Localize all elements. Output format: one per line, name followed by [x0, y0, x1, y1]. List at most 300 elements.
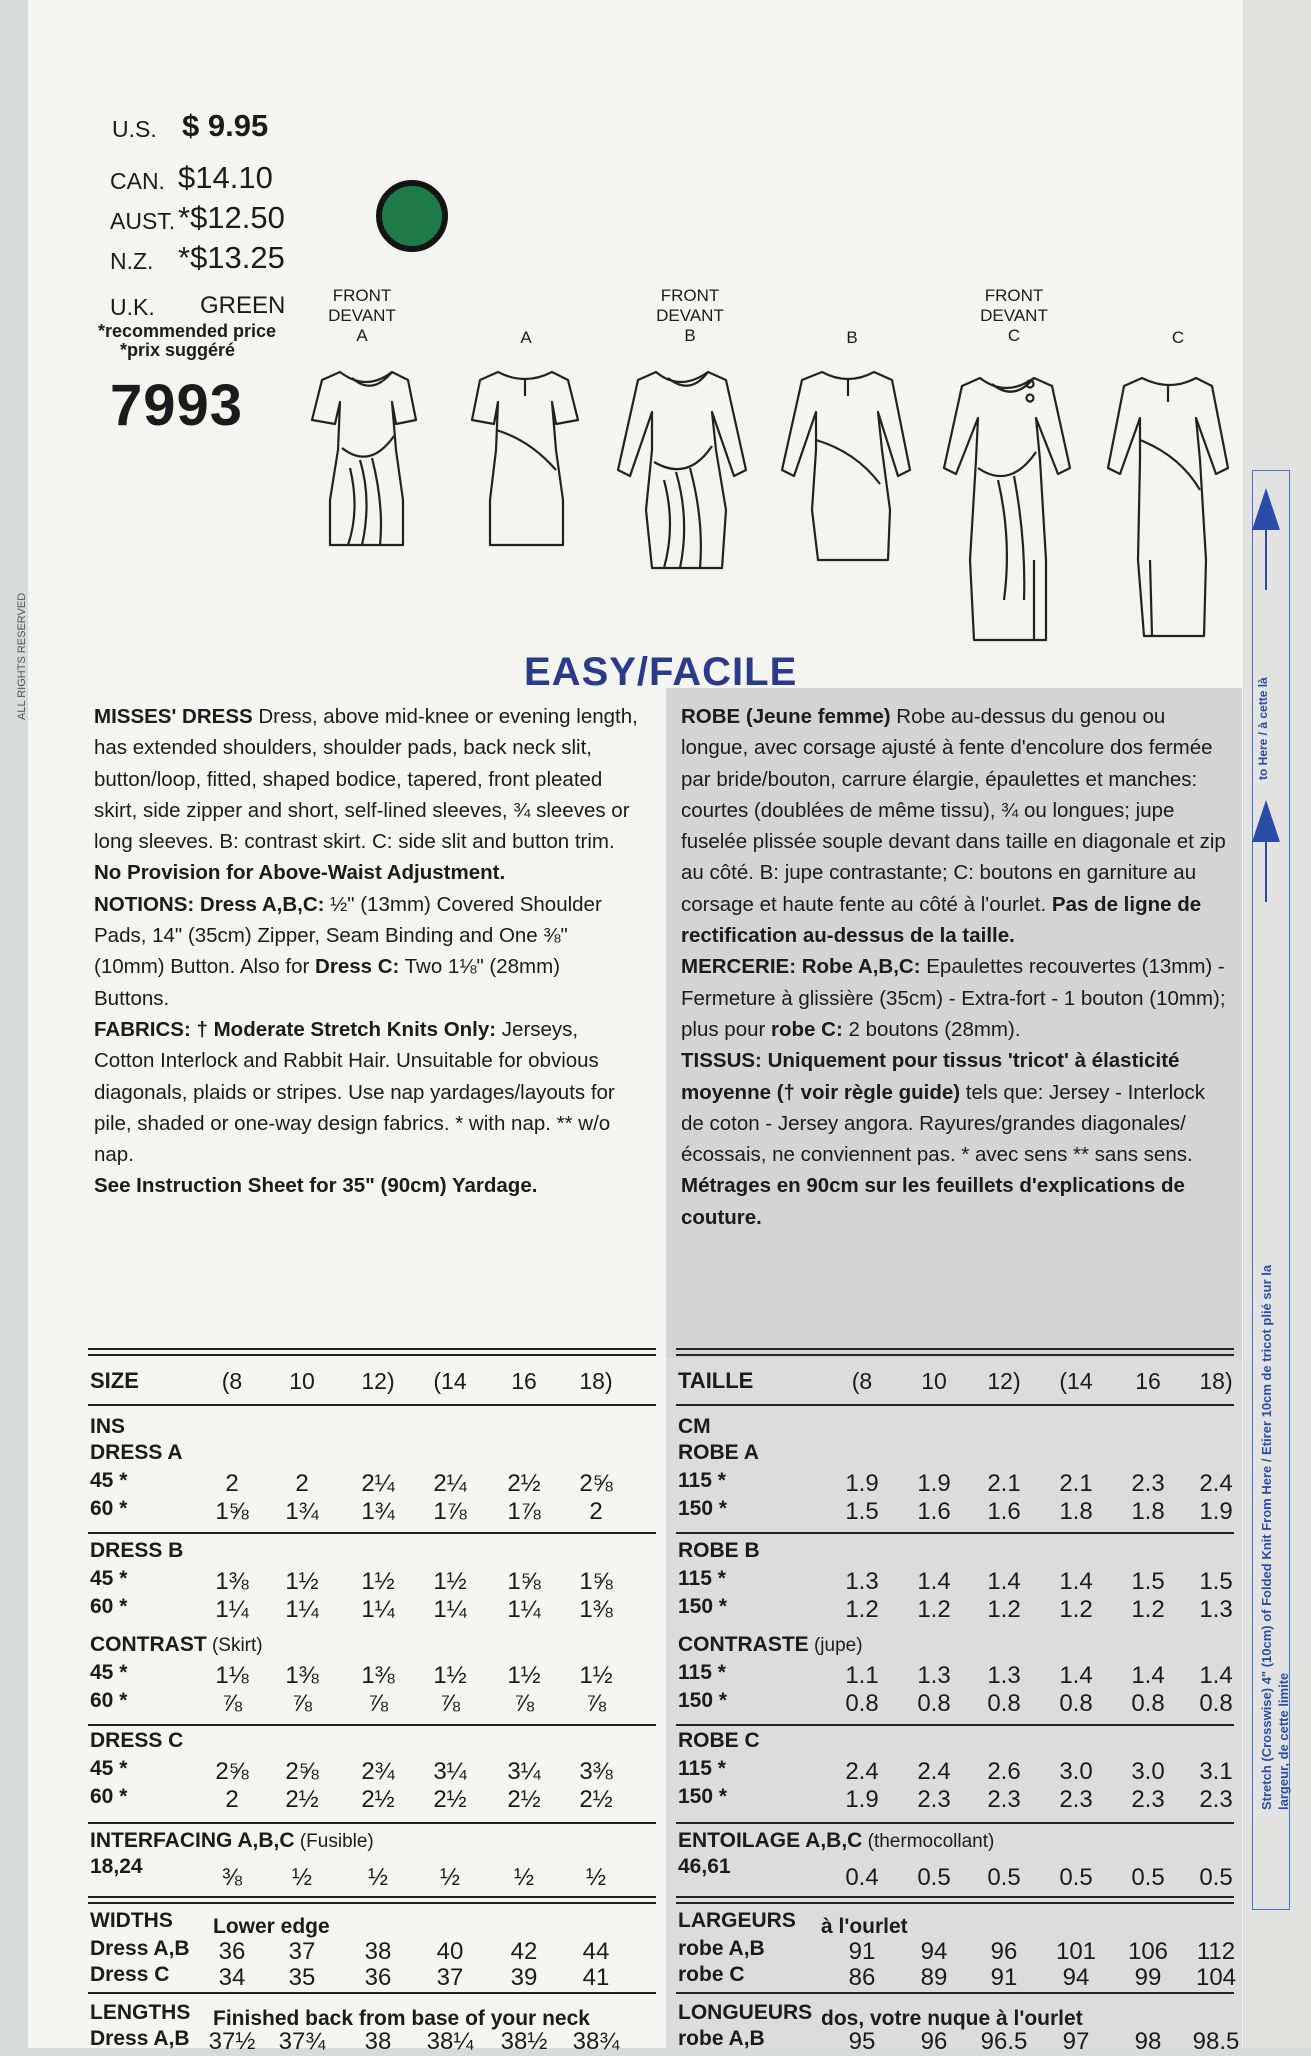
view-front: FRONT — [984, 286, 1044, 305]
view-devant: DEVANT — [328, 306, 396, 325]
easy-title: EASY/FACILE — [524, 650, 798, 694]
yardage-value: 1.5 — [1199, 1568, 1233, 1595]
paragraph — [681, 1170, 1233, 1233]
width-label: 115 * — [678, 1757, 726, 1780]
length-value: 97 — [1062, 2028, 1090, 2055]
price-value: $14.10 — [178, 160, 273, 195]
paragraph — [94, 1014, 640, 1170]
length-value: 37½ — [208, 2028, 256, 2055]
group-title: CONTRASTE — [678, 1633, 809, 1656]
yardage-value: 2.1 — [1059, 1470, 1093, 1497]
table-rule — [676, 1348, 1234, 1350]
yardage-value: 1.2 — [987, 1596, 1021, 1623]
interfacing-value: ½ — [439, 1864, 460, 1891]
interfacing-value: ⅜ — [221, 1864, 242, 1891]
group-title: CONTRAST — [90, 1633, 207, 1656]
sketch-back-b — [782, 372, 910, 560]
yardage-value: 2½ — [579, 1786, 613, 1813]
interfacing-value: 0.5 — [1199, 1864, 1233, 1891]
interfacing-value: ½ — [291, 1864, 312, 1891]
width-label: Dress C — [90, 1963, 170, 1986]
bold-text: FABRICS: † Moderate Stretch Knits Only: — [94, 1017, 497, 1041]
yardage-value: 1.4 — [1199, 1662, 1233, 1689]
width-value: 42 — [510, 1938, 538, 1965]
width-label: 150 * — [678, 1595, 728, 1618]
yardage-value: 1½ — [433, 1568, 467, 1595]
width-value: 101 — [1055, 1938, 1097, 1965]
yardage-value: 2 — [225, 1470, 239, 1497]
view-letter: C — [1007, 326, 1021, 345]
yardage-value: 2½ — [507, 1470, 541, 1497]
price-region-label: U.S. — [112, 116, 157, 142]
stretch-arrow-icon — [1248, 484, 1284, 594]
yardage-value: 2.3 — [917, 1786, 951, 1813]
table-rule — [676, 1404, 1234, 1406]
text: Dress, above mid-knee or evening length, has extended shoulders, shoulder pads, back neck slit, button/loop, fitted, shaped bodice, tapered, front pleated skirt, side zipper and short, self-lined sleeves, ¾ sleeves or long sleeves. B: contrast skirt. C: side slit and button trim. — [94, 705, 638, 854]
yardage-value: 1.9 — [1199, 1498, 1233, 1525]
yardage-value: 1⅞ — [433, 1498, 467, 1525]
group-title: DRESS A — [90, 1441, 183, 1464]
french-description — [681, 701, 1233, 1233]
bold-text: See Instruction Sheet for 35" (90cm) Yardage. — [94, 1174, 538, 1198]
yardage-value: 2⅝ — [215, 1758, 249, 1785]
group-sub: (Skirt) — [206, 1635, 263, 1656]
text: Robe au-dessus du genou ou longue, avec corsage ajusté à fente d'encolure dos fermée par bride/bouton, carrure élargie, épaulettes et manches: courtes (doublées de même tissu), ¾ ou longues; jupe fuselée plissée souple devant dans taille en diagonale et zip au côté. B: jupe contrastante; C: boutons en garniture au corsage et haute fente au côté à l'ourlet. — [681, 705, 1226, 916]
sketch-front-a — [312, 372, 416, 545]
yardage-value: 1.3 — [987, 1662, 1021, 1689]
yardage-value: 1¼ — [433, 1596, 467, 1623]
size-header: (8 — [851, 1368, 873, 1394]
yardage-value: 0.8 — [1059, 1690, 1093, 1717]
width-label: 150 * — [678, 1497, 728, 1520]
yardage-value: ⅞ — [439, 1690, 460, 1717]
yardage-value: ⅞ — [585, 1690, 606, 1717]
paragraph — [681, 1045, 1233, 1170]
yardage-value: 1¼ — [361, 1596, 395, 1623]
yardage-value: 2 — [589, 1498, 603, 1525]
table-rule — [88, 1532, 656, 1534]
yardage-value: 1⅜ — [285, 1662, 319, 1689]
text: tels que: Jersey - Interlock de coton - Jersey angora. Rayures/grandes diagonales/écossais, ne conviennent pas. * avec sens ** sans sens. — [681, 1080, 1206, 1167]
view-letter: C — [1171, 328, 1185, 347]
table-rule — [88, 1896, 656, 1898]
bold-text: Dress C: — [315, 955, 400, 979]
recommended-price: *recommended price — [98, 321, 277, 341]
pattern-number: 7993 — [110, 373, 244, 438]
size-header: 18) — [579, 1368, 613, 1394]
text: Two 1⅛" (28mm) Buttons. — [94, 955, 561, 1010]
yardage-value: 1.9 — [917, 1470, 951, 1497]
price-region-label: U.K. — [110, 294, 155, 320]
bold-text: Métrages en 90cm sur les feuillets d'explications de couture. — [681, 1174, 1185, 1229]
table-size-label: TAILLE — [678, 1368, 754, 1393]
yardage-value: 1.2 — [917, 1596, 951, 1623]
width-label: 150 * — [678, 1785, 728, 1808]
interfacing-value: 0.5 — [1059, 1864, 1093, 1891]
yardage-value: 2¼ — [433, 1470, 467, 1497]
yardage-value: 1⅛ — [215, 1662, 249, 1689]
group-name — [90, 1538, 183, 1564]
yardage-value: 2.3 — [1059, 1786, 1093, 1813]
width-value: 94 — [920, 1938, 948, 1965]
yardage-value: 1.4 — [917, 1568, 951, 1595]
yardage-value: 1.8 — [1131, 1498, 1165, 1525]
width-value: 44 — [582, 1938, 610, 1965]
yardage-value: 1½ — [433, 1662, 467, 1689]
yardage-value: 2.3 — [1131, 1470, 1165, 1497]
interfacing-name — [90, 1828, 374, 1855]
table-rule — [88, 1902, 656, 1904]
price-region-label: N.Z. — [110, 248, 154, 274]
table-rule — [676, 1992, 1234, 1994]
yardage-value: 0.8 — [987, 1690, 1021, 1717]
yardage-value: 3.0 — [1131, 1758, 1165, 1785]
width-value: 106 — [1127, 1938, 1169, 1965]
price-region-label: AUST. — [110, 208, 176, 234]
yardage-value: 1.4 — [1059, 1662, 1093, 1689]
table-rule — [88, 1992, 656, 1994]
width-value: 112 — [1196, 1938, 1236, 1965]
yardage-value: ⅞ — [291, 1690, 312, 1717]
group-name — [678, 1440, 759, 1466]
view-front: FRONT — [332, 286, 392, 305]
interfacing-value: 0.5 — [917, 1864, 951, 1891]
yardage-value: 1½ — [361, 1568, 395, 1595]
table-rule — [676, 1902, 1234, 1904]
width-label: 46,61 — [678, 1855, 731, 1878]
yardage-value: 2 — [295, 1470, 309, 1497]
yardage-value: 0.8 — [917, 1690, 951, 1717]
yardage-value: 2.6 — [987, 1758, 1021, 1785]
bold-text: ROBE (Jeune femme) — [681, 705, 891, 728]
lengths-sub: dos, votre nuque à l'ourlet — [821, 2007, 1083, 2030]
bold-text: TISSUS: Uniquement pour tissus 'tricot' à élasticité moyenne († voir règle guide) — [681, 1049, 1180, 1104]
table-rule — [676, 1532, 1234, 1534]
paragraph — [681, 951, 1233, 1045]
yardage-value: 2¾ — [361, 1758, 395, 1785]
width-label: Dress A,B — [90, 2027, 190, 2050]
yardage-value: 2.1 — [987, 1470, 1021, 1497]
yardage-value: 2.4 — [1199, 1470, 1233, 1497]
yardage-value: 2.3 — [987, 1786, 1021, 1813]
width-value: 89 — [920, 1964, 948, 1991]
stretch-top-label: to Here / à cette là — [1256, 677, 1270, 780]
yardage-value: 2½ — [361, 1786, 395, 1813]
text: ½" (13mm) Covered Shoulder Pads, 14" (35cm) Zipper, Seam Binding and One ⅜" (10mm) Button. Also for — [94, 892, 602, 979]
length-value: 37¾ — [278, 2028, 326, 2055]
length-value: 38 — [364, 2028, 392, 2055]
price-value: GREEN — [200, 292, 286, 319]
view-devant: DEVANT — [980, 306, 1048, 325]
yardage-value: 3⅜ — [579, 1758, 613, 1785]
length-value: 95 — [848, 2028, 876, 2055]
interfacing-value: 0.4 — [845, 1864, 879, 1891]
table-rule — [676, 1724, 1234, 1726]
text: Epaulettes recouvertes (13mm) - Fermeture à glissière (35cm) - Extra-fort - 1 bouton (10mm); plus pour — [681, 955, 1226, 1041]
width-value: 37 — [436, 1964, 464, 1991]
yardage-value: 1.2 — [1059, 1596, 1093, 1623]
widths-sub: Lower edge — [213, 1915, 330, 1938]
length-value: 38¼ — [426, 2028, 474, 2055]
yardage-value: 1.3 — [1199, 1596, 1233, 1623]
table-rule — [88, 1404, 656, 1406]
sketch-front-b — [618, 372, 746, 568]
view-letter: B — [846, 328, 858, 347]
length-value: 96 — [920, 2028, 948, 2055]
width-label: 60 * — [90, 1785, 128, 1808]
yardage-value: 1⅝ — [215, 1498, 249, 1525]
interfacing-value: 0.5 — [987, 1864, 1021, 1891]
yardage-value: 2 — [225, 1786, 239, 1813]
yardage-value: 2.3 — [1131, 1786, 1165, 1813]
yardage-value: ⅞ — [221, 1690, 242, 1717]
yardage-value: 3¼ — [507, 1758, 541, 1785]
sketch-back-a — [472, 372, 578, 545]
width-label: robe A,B — [678, 2027, 765, 2050]
table-rule — [676, 1354, 1234, 1356]
group-title: ROBE B — [678, 1539, 760, 1562]
interfacing-value: ½ — [367, 1864, 388, 1891]
yardage-value: 2.4 — [845, 1758, 879, 1785]
length-value: 96.5 — [980, 2028, 1028, 2055]
dress-sketches — [0, 0, 1240, 660]
yardage-value: 1.6 — [987, 1498, 1021, 1525]
width-value: 41 — [582, 1964, 610, 1991]
yardage-value: 1⅜ — [361, 1662, 395, 1689]
view-letter: A — [356, 326, 368, 345]
width-label: 45 * — [90, 1567, 128, 1590]
stretch-arrow-icon — [1248, 796, 1284, 906]
width-label: 18,24 — [90, 1855, 143, 1878]
group-name — [678, 1538, 760, 1564]
length-value: 98 — [1134, 2028, 1162, 2055]
bold-text: No Provision for Above-Waist Adjustment. — [94, 861, 506, 885]
bold-text: MERCERIE: Robe A,B,C: — [681, 955, 921, 979]
size-header: 10 — [289, 1368, 315, 1394]
width-label: 115 * — [678, 1661, 726, 1684]
width-label: 60 * — [90, 1497, 128, 1520]
sketch-front-c — [944, 378, 1070, 640]
yardage-value: 1.5 — [1131, 1568, 1165, 1595]
yardage-value: 1⅝ — [579, 1568, 613, 1595]
unit-label: CM — [678, 1415, 711, 1438]
length-value: 98.5 — [1192, 2028, 1240, 2055]
width-value: 34 — [218, 1964, 246, 1991]
group-name — [678, 1632, 863, 1659]
width-value: 40 — [436, 1938, 464, 1965]
yardage-value: 0.8 — [1131, 1690, 1165, 1717]
yardage-value: 2½ — [285, 1786, 319, 1813]
price-value: $ 9.95 — [182, 108, 269, 143]
group-title: ROBE C — [678, 1729, 760, 1752]
bold-text: robe C: — [771, 1017, 843, 1041]
text: Jerseys, Cotton Interlock and Rabbit Hair. Unsuitable for obvious diagonals, plaids or stripes. Use nap yardages/layouts for pile, shaded or one-way design fabrics. * with nap. ** w/o nap. — [94, 1017, 615, 1167]
yardage-value: 1¼ — [507, 1596, 541, 1623]
width-label: robe C — [678, 1963, 745, 1986]
yardage-value: 1¾ — [361, 1498, 395, 1525]
stretch-bottom-label: Stretch (Crosswise) 4" (10cm) of Folded Knit From Here / Etirer 10cm de tricot plié sur la largeur, de cette limite — [1259, 1264, 1291, 1810]
yardage-value: 1.9 — [845, 1786, 879, 1813]
group-title: DRESS B — [90, 1539, 184, 1562]
width-label: 45 * — [90, 1661, 128, 1684]
unit-label: INS — [90, 1415, 126, 1438]
yardage-value: 3¼ — [433, 1758, 467, 1785]
yardage-value: ⅞ — [367, 1690, 388, 1717]
yardage-value: 2¼ — [361, 1470, 395, 1497]
width-label: 45 * — [90, 1757, 128, 1780]
yardage-value: 1.9 — [845, 1470, 879, 1497]
yardage-value: 1⅜ — [579, 1596, 613, 1623]
size-header: 12) — [987, 1368, 1021, 1394]
paragraph — [94, 889, 640, 1014]
yardage-value: 1½ — [285, 1568, 319, 1595]
group-sub: (thermocollant) — [862, 1831, 995, 1852]
group-sub: (jupe) — [808, 1635, 863, 1656]
group-name — [90, 1440, 183, 1466]
yardage-value: 1½ — [507, 1662, 541, 1689]
view-letter: A — [520, 328, 532, 347]
yardage-value: 3.1 — [1199, 1758, 1233, 1785]
yardage-value: 0.8 — [1199, 1690, 1233, 1717]
yardage-value: 1.4 — [987, 1568, 1021, 1595]
size-header: 16 — [511, 1368, 537, 1394]
width-value: 37 — [288, 1938, 316, 1965]
rights-reserved-text: ALL RIGHTS RESERVED — [16, 592, 28, 720]
group-name — [678, 1728, 760, 1754]
yardage-value: 1¼ — [215, 1596, 249, 1623]
size-header: 12) — [361, 1368, 395, 1394]
group-title: ENTOILAGE A,B,C — [678, 1829, 863, 1852]
yardage-value: 1.8 — [1059, 1498, 1093, 1525]
yardage-value: 2½ — [433, 1786, 467, 1813]
width-value: 96 — [990, 1938, 1018, 1965]
yardage-value: 2.4 — [917, 1758, 951, 1785]
lengths-name: LONGUEURS — [678, 2001, 813, 2024]
yardage-value: 0.8 — [845, 1690, 879, 1717]
width-value: 39 — [510, 1964, 538, 1991]
interfacing-name — [678, 1828, 994, 1855]
size-header: (8 — [221, 1368, 243, 1394]
group-sub: (Fusible) — [294, 1831, 374, 1852]
yardage-value: 2.3 — [1199, 1786, 1233, 1813]
group-title: INTERFACING A,B,C — [90, 1829, 295, 1852]
size-header: 18) — [1199, 1368, 1233, 1394]
length-value: 38½ — [500, 2028, 548, 2055]
yardage-value: 2½ — [507, 1786, 541, 1813]
size-header: 16 — [1135, 1368, 1161, 1394]
view-front: FRONT — [660, 286, 720, 305]
yardage-value: 3.0 — [1059, 1758, 1093, 1785]
paragraph — [681, 701, 1233, 951]
yardage-value: 1⅝ — [507, 1568, 541, 1595]
paragraph — [94, 1170, 640, 1201]
interfacing-value: ½ — [513, 1864, 534, 1891]
yardage-value: 1.1 — [845, 1662, 879, 1689]
paragraph — [94, 701, 640, 889]
width-value: 36 — [218, 1938, 246, 1965]
yardage-value: 1.3 — [917, 1662, 951, 1689]
view-letter: B — [684, 326, 696, 345]
widths-name: LARGEURS — [678, 1909, 796, 1932]
width-label: 150 * — [678, 1689, 728, 1712]
width-label: 60 * — [90, 1595, 128, 1618]
table-rule — [88, 1822, 656, 1824]
interfacing-value: ½ — [585, 1864, 606, 1891]
width-value: 94 — [1062, 1964, 1090, 1991]
width-label: 60 * — [90, 1689, 128, 1712]
width-value: 35 — [288, 1964, 316, 1991]
size-header: (14 — [1059, 1368, 1093, 1394]
group-title: ROBE A — [678, 1441, 759, 1464]
table-rule — [88, 1724, 656, 1726]
yardage-value: 2⅝ — [579, 1470, 613, 1497]
table-rule — [676, 1896, 1234, 1898]
english-description — [94, 701, 640, 1202]
yardage-value: 1.2 — [1131, 1596, 1165, 1623]
yardage-value: 1¼ — [285, 1596, 319, 1623]
width-value: 36 — [364, 1964, 392, 1991]
yardage-value: 2⅝ — [285, 1758, 319, 1785]
width-label: 115 * — [678, 1567, 726, 1590]
table-rule — [88, 1354, 656, 1356]
width-label: Dress A,B — [90, 1937, 190, 1960]
width-label: 115 * — [678, 1469, 726, 1492]
yardage-value: 1.4 — [1059, 1568, 1093, 1595]
yardage-value: 1.4 — [1131, 1662, 1165, 1689]
bold-text: Pas de ligne de rectification au-dessus de la taille. — [681, 892, 1202, 948]
width-value: 91 — [990, 1964, 1018, 1991]
table-size-label: SIZE — [90, 1368, 139, 1393]
group-name — [90, 1728, 183, 1754]
width-value: 86 — [848, 1964, 876, 1991]
suggested-price: *prix suggéré — [120, 340, 236, 360]
bold-text: NOTIONS: Dress A,B,C: — [94, 892, 325, 916]
yardage-value: 1.3 — [845, 1568, 879, 1595]
width-value: 38 — [364, 1938, 392, 1965]
size-header: (14 — [433, 1368, 467, 1394]
width-label: 45 * — [90, 1469, 128, 1492]
group-title: DRESS C — [90, 1729, 184, 1752]
price-region-label: CAN. — [110, 168, 165, 194]
width-value: 104 — [1195, 1964, 1237, 1991]
yardage-value: 1.2 — [845, 1596, 879, 1623]
sketch-back-c — [1108, 378, 1228, 636]
yardage-value: 1⅞ — [507, 1498, 541, 1525]
yardage-value: 1.6 — [917, 1498, 951, 1525]
text: 2 boutons (28mm). — [842, 1017, 1021, 1041]
width-value: 99 — [1134, 1964, 1162, 1991]
bold-text: MISSES' DRESS — [94, 705, 253, 728]
group-name — [90, 1632, 263, 1659]
widths-sub: à l'ourlet — [821, 1915, 908, 1938]
size-header: 10 — [921, 1368, 947, 1394]
price-value: *$13.25 — [178, 240, 285, 275]
width-value: 91 — [848, 1938, 876, 1965]
yardage-value: 1⅜ — [215, 1568, 249, 1595]
width-label: robe A,B — [678, 1937, 765, 1960]
length-value: 38¾ — [572, 2028, 620, 2055]
table-rule — [676, 1822, 1234, 1824]
widths-name: WIDTHS — [90, 1909, 173, 1932]
yardage-value: 1.5 — [845, 1498, 879, 1525]
interfacing-value: 0.5 — [1131, 1864, 1165, 1891]
yardage-value: 1½ — [579, 1662, 613, 1689]
yardage-value: 1¾ — [285, 1498, 319, 1525]
lengths-sub: Finished back from base of your neck — [213, 2007, 590, 2030]
yardage-value: ⅞ — [513, 1690, 534, 1717]
lengths-name: LENGTHS — [90, 2001, 191, 2024]
view-devant: DEVANT — [656, 306, 724, 325]
